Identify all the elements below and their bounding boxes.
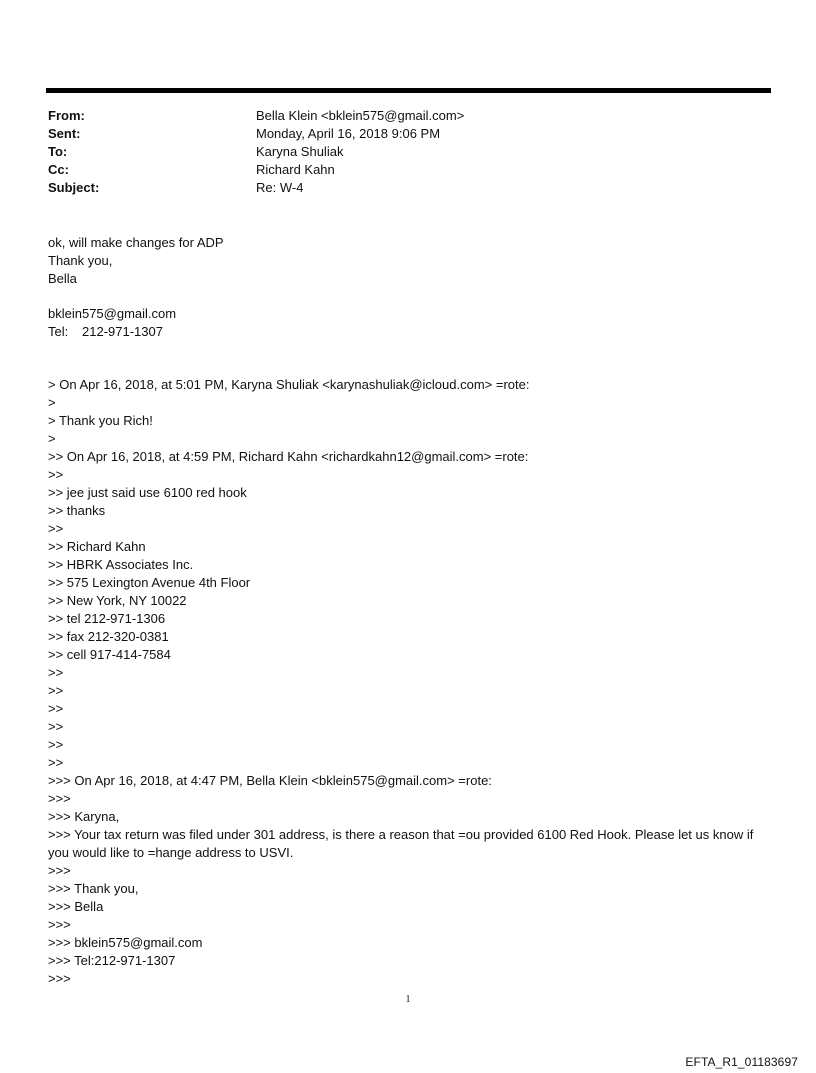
header-label: From: xyxy=(48,108,85,123)
quoted-line: > xyxy=(48,395,56,410)
quoted-line: >> xyxy=(48,467,64,482)
reply-line: Bella xyxy=(48,271,77,286)
quoted-line: >>> Bella xyxy=(48,899,104,914)
quoted-line: > On Apr 16, 2018, at 5:01 PM, Karyna Shuliak <karynashuliak@icloud.com> =rote: xyxy=(48,377,530,392)
page-number: 1 xyxy=(405,994,411,1005)
quoted-line: >>> Karyna, xyxy=(48,809,120,824)
header-label: Subject: xyxy=(48,180,100,195)
quoted-line: >>> Thank you, xyxy=(48,881,139,896)
header-value: Richard Kahn xyxy=(256,162,335,177)
header-value: Re: W-4 xyxy=(256,180,304,195)
header-subject xyxy=(48,179,748,197)
header-label: Sent: xyxy=(48,126,81,141)
reply-line: ok, will make changes for ADP xyxy=(48,235,224,250)
quoted-line: >>> Your tax return was filed under 301 address, is there a reason that =ou provided 6100 Red Hook. Please let us know if you would like to =hange address to USVI. xyxy=(48,827,757,860)
quoted-line: >> HBRK Associates Inc. xyxy=(48,557,194,572)
quoted-line: >>> xyxy=(48,863,71,878)
quoted-line: >> xyxy=(48,755,64,770)
quoted-line: >> xyxy=(48,665,64,680)
quoted-line: >> xyxy=(48,719,64,734)
quoted-line: >> 575 Lexington Avenue 4th Floor xyxy=(48,575,251,590)
quoted-line: >> xyxy=(48,701,64,716)
quoted-line: >> thanks xyxy=(48,503,106,518)
quoted-line: >> xyxy=(48,521,64,536)
header-sent xyxy=(48,125,748,143)
signature xyxy=(48,305,773,341)
quoted-line: >> tel 212-971-1306 xyxy=(48,611,166,626)
quoted-line: > xyxy=(48,431,56,446)
header-to xyxy=(48,143,748,161)
header-rule xyxy=(46,88,771,93)
tel-label: Tel: xyxy=(48,324,69,339)
document-id: EFTA_R1_01183697 xyxy=(685,1055,798,1069)
tel-value: 212-971-1307 xyxy=(82,324,163,339)
quoted-line: >> cell 917-414-7584 xyxy=(48,647,171,662)
quoted-line: >> xyxy=(48,683,64,698)
signature-tel xyxy=(48,323,773,341)
quoted-line: >> fax 212-320-0381 xyxy=(48,629,169,644)
header-value: Monday, April 16, 2018 9:06 PM xyxy=(256,126,441,141)
header-from xyxy=(48,107,748,125)
quoted-line: >>> Tel:212-971-1307 xyxy=(48,953,176,968)
quoted-line: >> Richard Kahn xyxy=(48,539,146,554)
signature-email: bklein575@gmail.com xyxy=(48,306,177,321)
quoted-line: > Thank you Rich! xyxy=(48,413,153,428)
header-cc xyxy=(48,161,748,179)
quoted-line: >>> On Apr 16, 2018, at 4:47 PM, Bella Klein <bklein575@gmail.com> =rote: xyxy=(48,773,492,788)
quoted-line: >> On Apr 16, 2018, at 4:59 PM, Richard Kahn <richardkahn12@gmail.com> =rote: xyxy=(48,449,529,464)
reply-body xyxy=(48,234,773,288)
header-value: Karyna Shuliak xyxy=(256,144,344,159)
reply-line: Thank you, xyxy=(48,253,113,268)
quoted-line: >> New York, NY 10022 xyxy=(48,593,187,608)
quoted-line: >>> xyxy=(48,917,71,932)
email-headers xyxy=(48,107,748,197)
quoted-line: >> xyxy=(48,737,64,752)
quoted-thread xyxy=(48,376,773,988)
header-label: Cc: xyxy=(48,162,69,177)
quoted-line: >> jee just said use 6100 red hook xyxy=(48,485,247,500)
quoted-line: >>> xyxy=(48,971,71,986)
header-label: To: xyxy=(48,144,68,159)
quoted-line: >>> bklein575@gmail.com xyxy=(48,935,203,950)
quoted-line: >>> xyxy=(48,791,71,806)
header-value: Bella Klein <bklein575@gmail.com> xyxy=(256,108,465,123)
